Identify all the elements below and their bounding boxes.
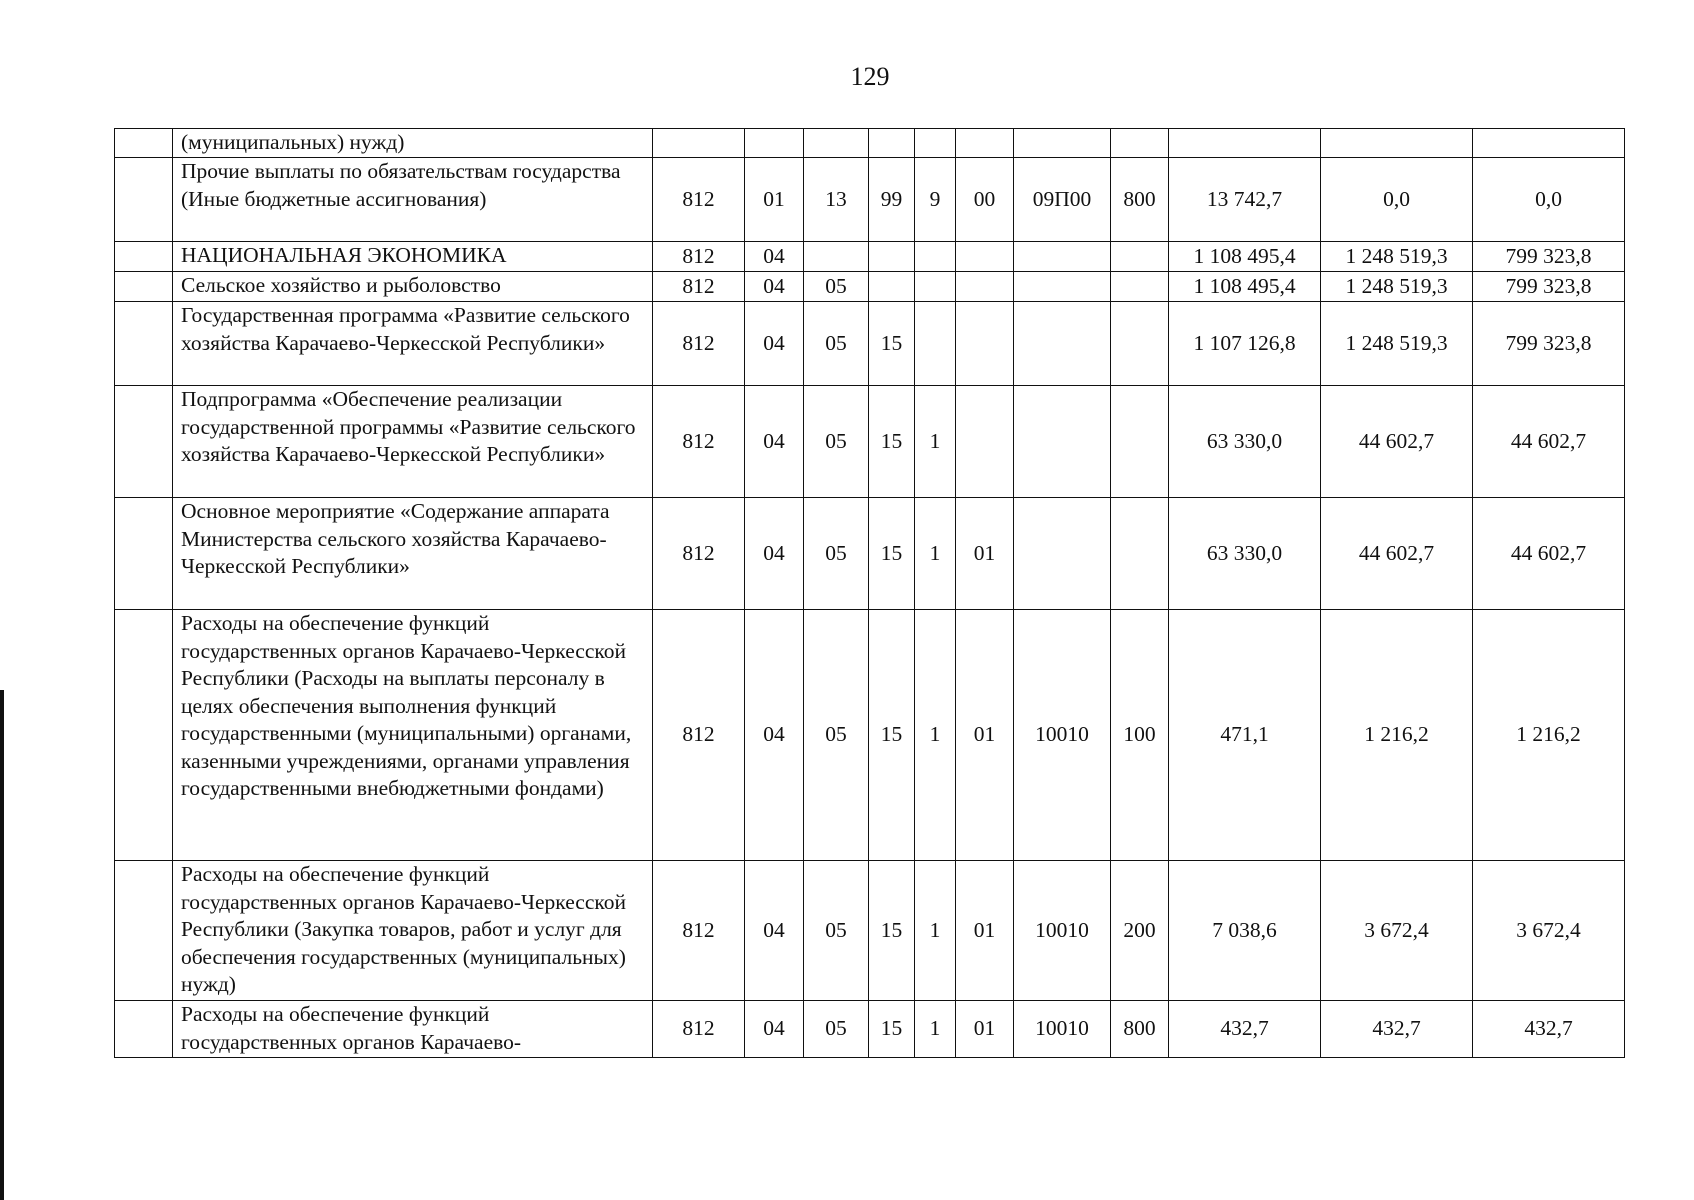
section-code-cell: 04 (745, 610, 804, 861)
subprogram-code-cell: 1 (915, 498, 956, 610)
subsection-code-cell: 05 (804, 386, 869, 498)
subprogram-code-cell (915, 242, 956, 272)
row-marker-cell (115, 861, 173, 1001)
direction-code-cell (1014, 302, 1111, 386)
subprogram-code-cell: 1 (915, 1001, 956, 1058)
table-row (115, 272, 1625, 302)
expense-type-cell (1111, 302, 1169, 386)
direction-code-cell (1014, 272, 1111, 302)
subsection-code-cell (804, 129, 869, 158)
activity-code-cell: 01 (956, 610, 1014, 861)
expense-type-cell (1111, 129, 1169, 158)
item-name-cell: Расходы на обеспечение функций государственных органов Карачаево-Черкесской Республики (Расходы на выплаты персоналу в целях обеспечения выполнения функций государственными (муниципальными) органами, казенными учреждениями, органами управления государственными внебюджетными фондами) (173, 610, 653, 861)
item-name-cell: Сельское хозяйство и рыболовство (173, 272, 653, 302)
ministry-code-cell: 812 (653, 272, 745, 302)
direction-code-cell: 10010 (1014, 1001, 1111, 1058)
section-code-cell: 04 (745, 272, 804, 302)
ministry-code-cell: 812 (653, 498, 745, 610)
amount-year-3-cell: 799 323,8 (1473, 302, 1625, 386)
row-marker-cell (115, 242, 173, 272)
subprogram-code-cell: 1 (915, 610, 956, 861)
subprogram-code-cell (915, 129, 956, 158)
activity-code-cell: 01 (956, 861, 1014, 1001)
amount-year-3-cell: 432,7 (1473, 1001, 1625, 1058)
subprogram-code-cell (915, 302, 956, 386)
expense-type-cell: 200 (1111, 861, 1169, 1001)
item-name-cell: Подпрограмма «Обеспечение реализации государственной программы «Развитие сельского хозяйства Карачаево-Черкесской Республики» (173, 386, 653, 498)
amount-year-1-cell: 63 330,0 (1169, 386, 1321, 498)
item-name-cell: Прочие выплаты по обязательствам государства (Иные бюджетные ассигнования) (173, 158, 653, 242)
row-marker-cell (115, 1001, 173, 1058)
direction-code-cell: 10010 (1014, 610, 1111, 861)
ministry-code-cell: 812 (653, 158, 745, 242)
row-marker-cell (115, 386, 173, 498)
amount-year-2-cell (1321, 129, 1473, 158)
program-code-cell: 15 (869, 498, 915, 610)
ministry-code-cell: 812 (653, 1001, 745, 1058)
row-marker-cell (115, 610, 173, 861)
amount-year-1-cell: 432,7 (1169, 1001, 1321, 1058)
amount-year-2-cell: 432,7 (1321, 1001, 1473, 1058)
section-code-cell (745, 129, 804, 158)
section-code-cell: 04 (745, 386, 804, 498)
row-marker-cell (115, 129, 173, 158)
ministry-code-cell: 812 (653, 386, 745, 498)
expense-type-cell (1111, 498, 1169, 610)
amount-year-3-cell: 44 602,7 (1473, 386, 1625, 498)
program-code-cell: 15 (869, 1001, 915, 1058)
table-row (115, 610, 1625, 861)
activity-code-cell: 01 (956, 1001, 1014, 1058)
item-name-cell: Основное мероприятие «Содержание аппарата Министерства сельского хозяйства Карачаево-Черкесской Республики» (173, 498, 653, 610)
amount-year-1-cell: 471,1 (1169, 610, 1321, 861)
expense-type-cell (1111, 272, 1169, 302)
expense-type-cell (1111, 386, 1169, 498)
amount-year-3-cell (1473, 129, 1625, 158)
program-code-cell: 15 (869, 861, 915, 1001)
amount-year-2-cell: 1 248 519,3 (1321, 272, 1473, 302)
table-row (115, 861, 1625, 1001)
row-marker-cell (115, 498, 173, 610)
subsection-code-cell: 05 (804, 498, 869, 610)
program-code-cell: 15 (869, 302, 915, 386)
direction-code-cell (1014, 242, 1111, 272)
amount-year-3-cell: 799 323,8 (1473, 272, 1625, 302)
amount-year-3-cell: 44 602,7 (1473, 498, 1625, 610)
ministry-code-cell: 812 (653, 610, 745, 861)
table-row (115, 242, 1625, 272)
section-code-cell: 01 (745, 158, 804, 242)
table-row (115, 1001, 1625, 1058)
program-code-cell: 15 (869, 610, 915, 861)
item-name-cell: Расходы на обеспечение функций государственных органов Карачаево-Черкесской Республики (Закупка товаров, работ и услуг для обеспечения государственных (муниципальных) нужд) (173, 861, 653, 1001)
table-row (115, 302, 1625, 386)
row-marker-cell (115, 158, 173, 242)
section-code-cell: 04 (745, 242, 804, 272)
amount-year-1-cell: 1 108 495,4 (1169, 272, 1321, 302)
expense-type-cell: 100 (1111, 610, 1169, 861)
ministry-code-cell: 812 (653, 302, 745, 386)
program-code-cell: 99 (869, 158, 915, 242)
amount-year-2-cell: 1 248 519,3 (1321, 242, 1473, 272)
program-code-cell: 15 (869, 386, 915, 498)
subsection-code-cell (804, 242, 869, 272)
activity-code-cell: 00 (956, 158, 1014, 242)
expense-type-cell: 800 (1111, 158, 1169, 242)
subsection-code-cell: 05 (804, 272, 869, 302)
amount-year-2-cell: 1 216,2 (1321, 610, 1473, 861)
activity-code-cell (956, 272, 1014, 302)
item-name-cell: Расходы на обеспечение функций государственных органов Карачаево- (173, 1001, 653, 1058)
row-marker-cell (115, 272, 173, 302)
amount-year-1-cell (1169, 129, 1321, 158)
amount-year-1-cell: 63 330,0 (1169, 498, 1321, 610)
section-code-cell: 04 (745, 498, 804, 610)
amount-year-2-cell: 0,0 (1321, 158, 1473, 242)
table-row (115, 498, 1625, 610)
amount-year-3-cell: 3 672,4 (1473, 861, 1625, 1001)
activity-code-cell (956, 302, 1014, 386)
program-code-cell (869, 242, 915, 272)
ministry-code-cell: 812 (653, 861, 745, 1001)
amount-year-2-cell: 44 602,7 (1321, 386, 1473, 498)
section-code-cell: 04 (745, 302, 804, 386)
activity-code-cell (956, 129, 1014, 158)
amount-year-2-cell: 3 672,4 (1321, 861, 1473, 1001)
ministry-code-cell: 812 (653, 242, 745, 272)
amount-year-1-cell: 1 107 126,8 (1169, 302, 1321, 386)
table-row (115, 386, 1625, 498)
item-name-cell: НАЦИОНАЛЬНАЯ ЭКОНОМИКА (173, 242, 653, 272)
table-row (115, 129, 1625, 158)
amount-year-1-cell: 13 742,7 (1169, 158, 1321, 242)
expense-type-cell: 800 (1111, 1001, 1169, 1058)
program-code-cell (869, 272, 915, 302)
row-marker-cell (115, 302, 173, 386)
item-name-cell: (муниципальных) нужд) (173, 129, 653, 158)
activity-code-cell (956, 242, 1014, 272)
subsection-code-cell: 05 (804, 610, 869, 861)
subprogram-code-cell (915, 272, 956, 302)
subsection-code-cell: 05 (804, 1001, 869, 1058)
activity-code-cell (956, 386, 1014, 498)
ministry-code-cell (653, 129, 745, 158)
direction-code-cell: 10010 (1014, 861, 1111, 1001)
activity-code-cell: 01 (956, 498, 1014, 610)
direction-code-cell (1014, 386, 1111, 498)
scan-margin-line (0, 690, 4, 1200)
subsection-code-cell: 13 (804, 158, 869, 242)
amount-year-2-cell: 44 602,7 (1321, 498, 1473, 610)
section-code-cell: 04 (745, 861, 804, 1001)
direction-code-cell: 09П00 (1014, 158, 1111, 242)
subsection-code-cell: 05 (804, 861, 869, 1001)
item-name-cell: Государственная программа «Развитие сельского хозяйства Карачаево-Черкесской Республики» (173, 302, 653, 386)
budget-table (114, 128, 1625, 1058)
amount-year-3-cell: 0,0 (1473, 158, 1625, 242)
table-row (115, 158, 1625, 242)
amount-year-3-cell: 799 323,8 (1473, 242, 1625, 272)
amount-year-1-cell: 1 108 495,4 (1169, 242, 1321, 272)
amount-year-1-cell: 7 038,6 (1169, 861, 1321, 1001)
amount-year-2-cell: 1 248 519,3 (1321, 302, 1473, 386)
page-number: 129 (850, 62, 890, 91)
direction-code-cell (1014, 498, 1111, 610)
section-code-cell: 04 (745, 1001, 804, 1058)
direction-code-cell (1014, 129, 1111, 158)
amount-year-3-cell: 1 216,2 (1473, 610, 1625, 861)
program-code-cell (869, 129, 915, 158)
subprogram-code-cell: 1 (915, 861, 956, 1001)
budget-table-body (115, 129, 1625, 1058)
subprogram-code-cell: 9 (915, 158, 956, 242)
subsection-code-cell: 05 (804, 302, 869, 386)
expense-type-cell (1111, 242, 1169, 272)
subprogram-code-cell: 1 (915, 386, 956, 498)
